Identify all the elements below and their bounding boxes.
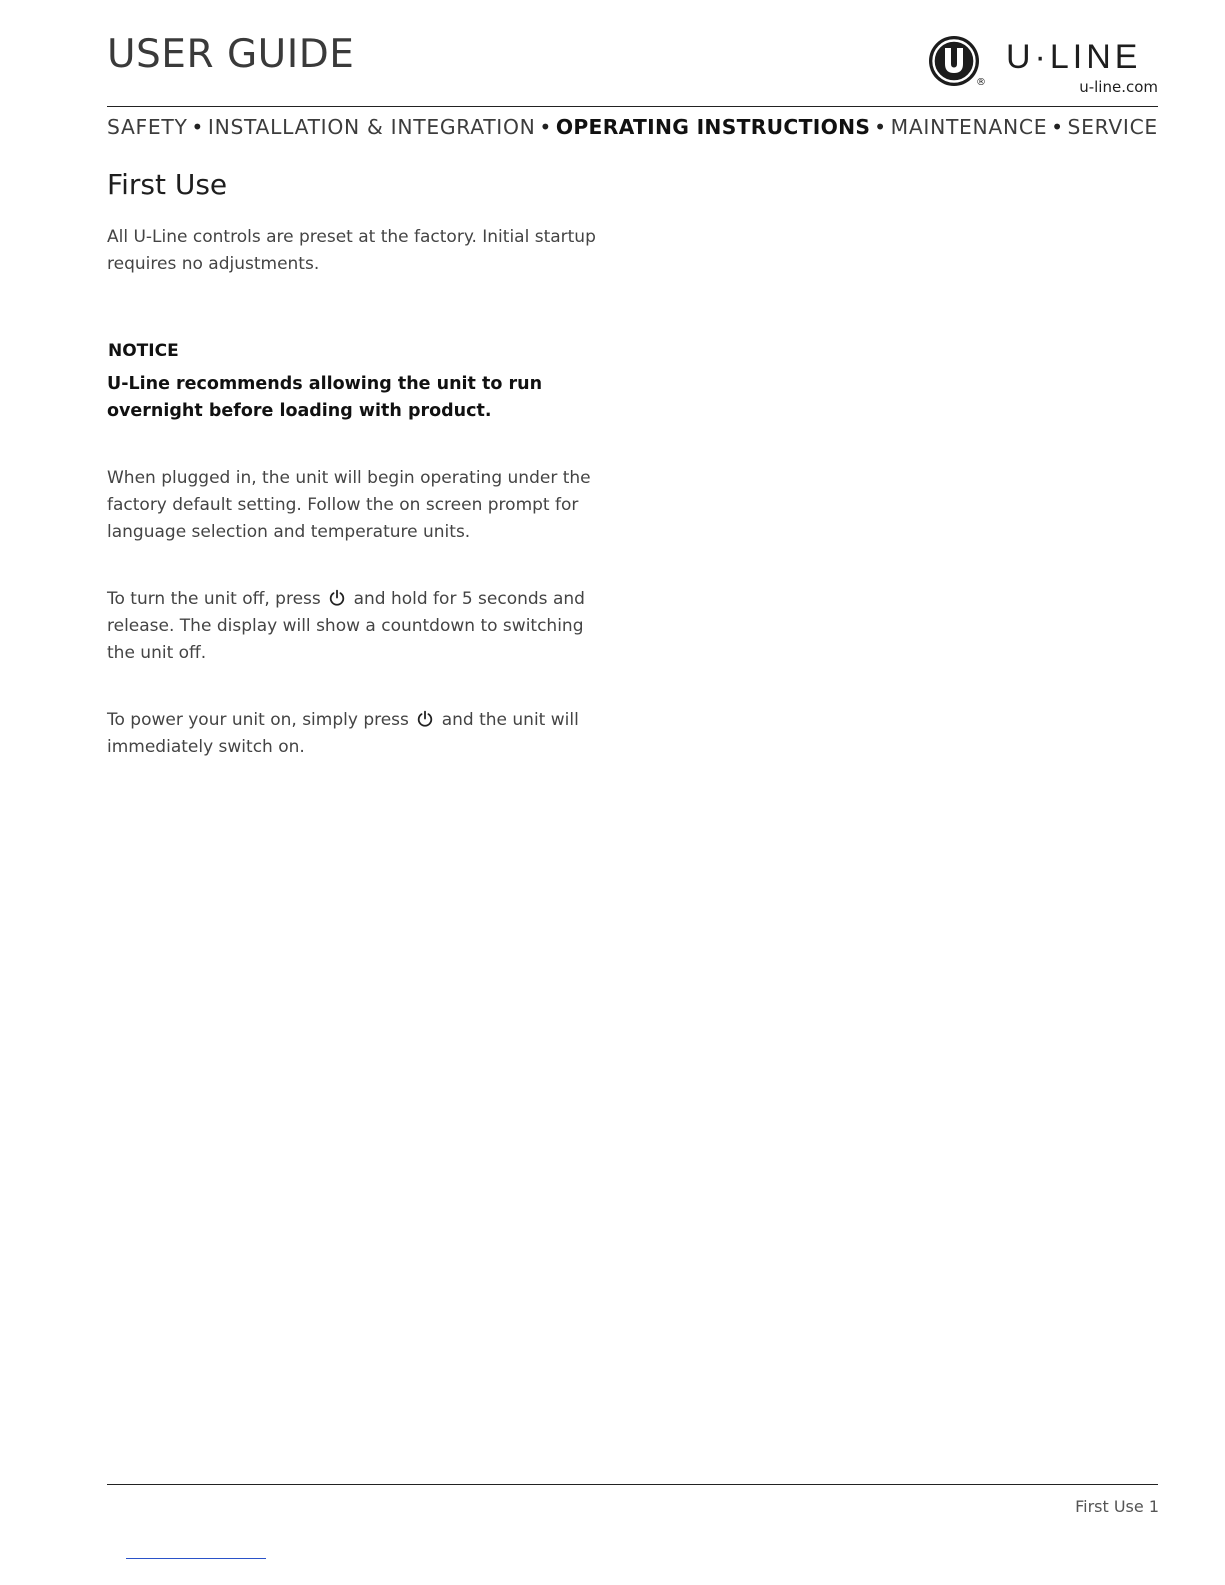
turn-off-text-before: To turn the unit off, press [107, 588, 321, 609]
nav-separator: • [191, 115, 205, 139]
page-number: First Use 1 [1075, 1497, 1159, 1516]
notice-label: NOTICE [108, 340, 179, 361]
power-on-text-after: and the unit will immediately switch on. [107, 709, 579, 757]
turn-off-text-after: and hold for 5 seconds and release. The display will show a countdown to switching the unit off. [107, 588, 585, 663]
main-content [107, 168, 607, 761]
intro-paragraph: All U-Line controls are preset at the factory. Initial startup requires no adjustments. [107, 226, 596, 274]
nav-item-installation[interactable]: INSTALLATION & INTEGRATION [207, 115, 536, 139]
turn-off-paragraph [107, 586, 607, 667]
logo-url[interactable]: u-line.com [1079, 78, 1158, 96]
plugged-in-paragraph: When plugged in, the unit will begin operating under the factory default setting. Follow the on screen prompt for language selection and temperature units. [107, 467, 591, 542]
document-title: USER GUIDE [107, 32, 355, 77]
nav-item-operating-instructions[interactable]: OPERATING INSTRUCTIONS [555, 115, 871, 139]
section-nav [107, 115, 1158, 139]
power-icon [416, 710, 434, 728]
header-divider [107, 106, 1158, 107]
notice-text: U-Line recommends allowing the unit to run overnight before loading with product. [107, 373, 543, 421]
nav-item-service[interactable]: SERVICE [1067, 115, 1158, 139]
footer-divider [107, 1484, 1158, 1485]
logo-wordmark: U·LINE [1006, 38, 1142, 76]
page-heading: First Use [107, 168, 228, 201]
nav-separator: • [1051, 115, 1064, 139]
notice-box [107, 340, 607, 425]
nav-item-safety[interactable]: SAFETY [107, 115, 188, 139]
footer-link-underline[interactable] [126, 1558, 266, 1559]
u-line-emblem-icon [927, 34, 983, 90]
power-on-paragraph [107, 707, 607, 761]
power-icon [328, 589, 346, 607]
nav-item-maintenance[interactable]: MAINTENANCE [890, 115, 1048, 139]
nav-separator: • [539, 115, 553, 139]
power-on-text-before: To power your unit on, simply press [107, 709, 409, 730]
u-line-logo[interactable] [927, 34, 1162, 96]
nav-separator: • [874, 115, 887, 139]
registered-mark: ® [976, 77, 986, 88]
